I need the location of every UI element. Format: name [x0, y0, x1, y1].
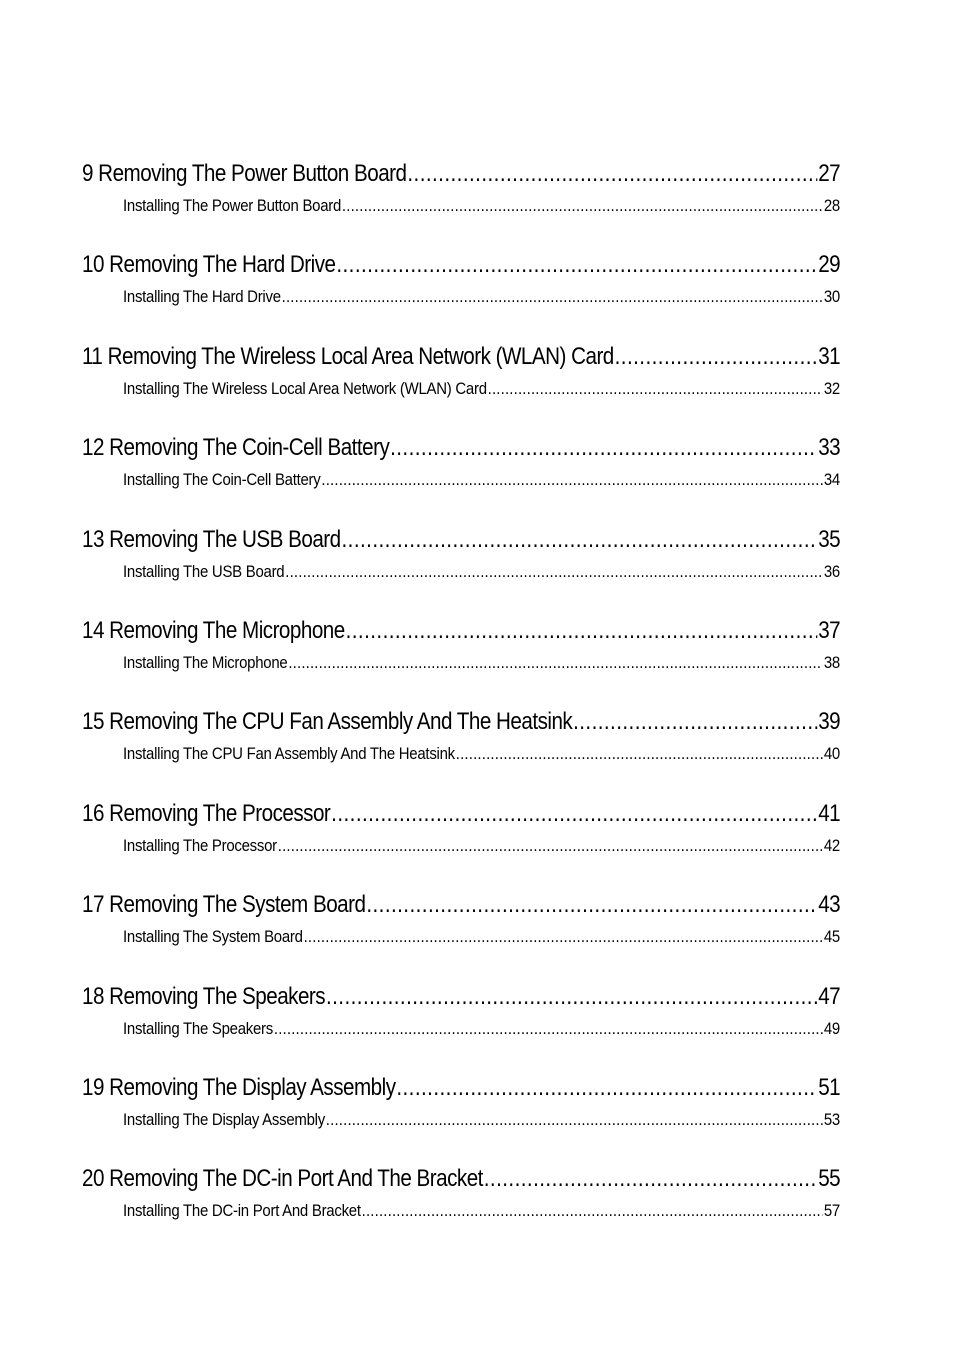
toc-section-entry[interactable] — [123, 556, 840, 588]
toc-chapter-page-number: 31 — [818, 342, 841, 370]
toc-chapter-title: 18 Removing The Speakers — [82, 982, 326, 1010]
toc-section-entry[interactable] — [123, 190, 840, 222]
toc-chapter-entry[interactable] — [82, 158, 840, 190]
toc-chapter-11 — [82, 1072, 840, 1163]
toc-dot-leader — [288, 647, 823, 679]
toc-section-entry[interactable] — [123, 1013, 840, 1045]
toc-chapter-9 — [82, 889, 840, 980]
toc-dot-leader — [390, 432, 817, 464]
toc-section-page-number: 28 — [823, 196, 840, 215]
toc-chapter-10 — [82, 981, 840, 1072]
toc-section-page-number: 40 — [823, 744, 840, 764]
toc-dot-leader — [341, 524, 817, 556]
toc-dot-leader — [274, 1013, 823, 1045]
toc-section-title: Installing The CPU Fan Assembly And The Heatsink — [123, 744, 455, 764]
toc-section-title: Installing The Display Assembly — [123, 1109, 325, 1129]
toc-section-entry[interactable] — [123, 921, 840, 953]
toc-section-page-number: 42 — [823, 835, 840, 855]
toc-chapter-entry[interactable] — [82, 798, 840, 830]
toc-section-title: Installing The System Board — [123, 927, 303, 947]
toc-section-entry[interactable] — [123, 281, 840, 313]
toc-section-title: Installing The Processor — [123, 835, 277, 855]
toc-chapter-6 — [82, 615, 840, 706]
toc-chapter-page-number: 33 — [818, 434, 841, 462]
toc-chapter-page-number: 27 — [818, 160, 841, 187]
toc-chapter-title: 11 Removing The Wireless Local Area Network (WLAN) Card — [82, 342, 614, 370]
toc-chapter-title: 15 Removing The CPU Fan Assembly And The Heatsink — [82, 708, 573, 736]
toc-section-title: Installing The USB Board — [123, 561, 285, 581]
toc-section-page-number: 49 — [823, 1018, 840, 1038]
toc-section-title: Installing The Speakers — [123, 1018, 273, 1038]
toc-dot-leader — [573, 706, 817, 738]
toc-chapter-page-number: 35 — [818, 525, 841, 553]
toc-chapter-1 — [82, 158, 840, 249]
toc-dot-leader — [342, 190, 823, 222]
toc-section-title: Installing The Power Button Board — [123, 196, 342, 215]
toc-chapter-title: 9 Removing The Power Button Board — [82, 160, 407, 187]
toc-chapter-entry[interactable] — [82, 341, 840, 373]
toc-dot-leader — [336, 249, 817, 281]
toc-chapter-2 — [82, 249, 840, 340]
toc-chapter-5 — [82, 524, 840, 615]
toc-chapter-page-number: 41 — [818, 799, 841, 827]
toc-dot-leader — [282, 281, 823, 313]
toc-dot-leader — [304, 921, 823, 953]
toc-chapter-title: 17 Removing The System Board — [82, 891, 366, 919]
toc-chapter-page-number: 51 — [818, 1073, 841, 1101]
toc-section-entry[interactable] — [123, 1104, 840, 1136]
toc-dot-leader — [407, 158, 817, 190]
toc-chapter-title: 19 Removing The Display Assembly — [82, 1073, 396, 1101]
toc-chapter-4 — [82, 432, 840, 523]
toc-chapter-3 — [82, 341, 840, 432]
toc-section-page-number: 30 — [823, 287, 840, 307]
toc-section-entry[interactable] — [123, 464, 840, 496]
toc-dot-leader — [615, 341, 818, 373]
toc-dot-leader — [331, 798, 817, 830]
toc-chapter-entry[interactable] — [82, 706, 840, 738]
toc-chapter-8 — [82, 798, 840, 889]
toc-chapter-entry[interactable] — [82, 615, 840, 647]
toc-dot-leader — [396, 1072, 817, 1104]
toc-section-title: Installing The DC-in Port And Bracket — [123, 1201, 361, 1221]
toc-chapter-entry[interactable] — [82, 249, 840, 281]
toc-section-entry[interactable] — [123, 373, 840, 405]
toc-chapter-page-number: 29 — [818, 251, 841, 279]
toc-section-title: Installing The Microphone — [123, 652, 288, 672]
toc-chapter-entry[interactable] — [82, 432, 840, 464]
toc-dot-leader — [326, 981, 817, 1013]
toc-chapter-title: 16 Removing The Processor — [82, 799, 331, 827]
toc-chapter-page-number: 47 — [818, 982, 841, 1010]
toc-dot-leader — [362, 1195, 823, 1227]
toc-chapter-7 — [82, 706, 840, 797]
toc-section-page-number: 45 — [823, 927, 840, 947]
toc-section-title: Installing The Hard Drive — [123, 287, 281, 307]
toc-chapter-title: 14 Removing The Microphone — [82, 616, 345, 644]
toc-dot-leader — [321, 464, 823, 496]
toc-section-page-number: 53 — [823, 1109, 840, 1129]
table-of-contents — [82, 158, 840, 1255]
toc-chapter-entry[interactable] — [82, 889, 840, 921]
toc-dot-leader — [488, 373, 823, 405]
toc-chapter-12 — [82, 1163, 840, 1254]
toc-chapter-page-number: 55 — [818, 1165, 841, 1193]
toc-chapter-entry[interactable] — [82, 524, 840, 556]
toc-dot-leader — [346, 615, 818, 647]
toc-chapter-title: 10 Removing The Hard Drive — [82, 251, 336, 279]
toc-section-page-number: 57 — [823, 1201, 840, 1221]
toc-chapter-title: 20 Removing The DC-in Port And The Bracket — [82, 1165, 483, 1193]
toc-section-page-number: 32 — [823, 378, 840, 398]
toc-section-entry[interactable] — [123, 830, 840, 862]
toc-chapter-page-number: 37 — [818, 616, 841, 644]
toc-section-page-number: 38 — [823, 652, 840, 672]
toc-chapter-page-number: 39 — [818, 708, 841, 736]
toc-dot-leader — [484, 1163, 818, 1195]
toc-section-entry[interactable] — [123, 1195, 840, 1227]
toc-section-title: Installing The Wireless Local Area Network (WLAN) Card — [123, 378, 487, 398]
toc-dot-leader — [326, 1104, 823, 1136]
toc-chapter-title: 12 Removing The Coin-Cell Battery — [82, 434, 390, 462]
toc-section-page-number: 34 — [823, 470, 840, 490]
toc-section-page-number: 36 — [823, 561, 840, 581]
toc-section-title: Installing The Coin-Cell Battery — [123, 470, 321, 490]
toc-section-entry[interactable] — [123, 647, 840, 679]
toc-dot-leader — [285, 556, 823, 588]
toc-chapter-title: 13 Removing The USB Board — [82, 525, 341, 553]
toc-dot-leader — [278, 830, 823, 862]
toc-chapter-page-number: 43 — [818, 891, 841, 919]
toc-chapter-entry[interactable] — [82, 981, 840, 1013]
toc-dot-leader — [456, 738, 823, 770]
toc-chapter-entry[interactable] — [82, 1072, 840, 1104]
toc-section-entry[interactable] — [123, 738, 840, 770]
toc-dot-leader — [366, 889, 817, 921]
toc-chapter-entry[interactable] — [82, 1163, 840, 1195]
